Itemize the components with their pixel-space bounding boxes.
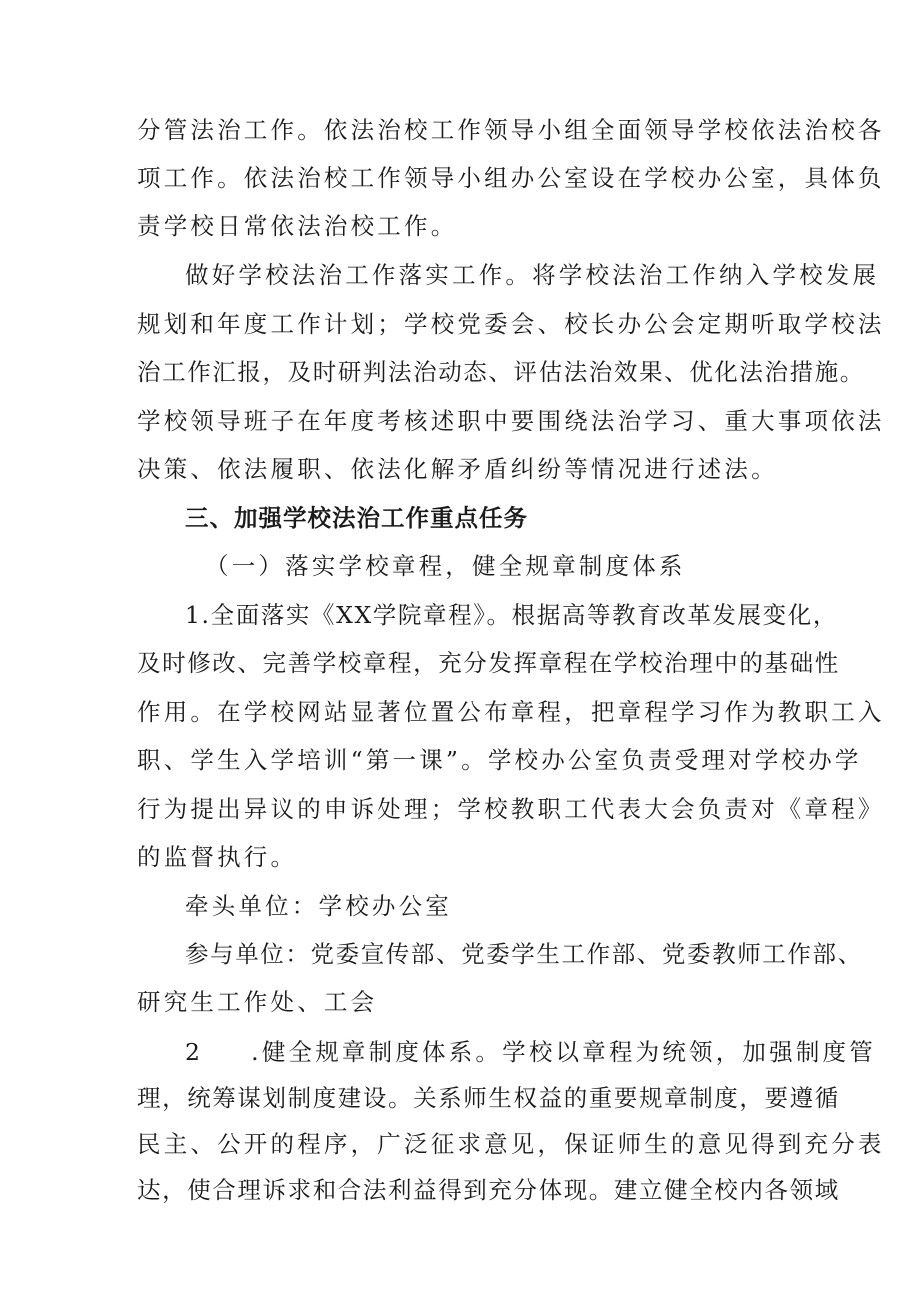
paragraph-line: 责学校日常依法治校工作。 — [137, 212, 458, 240]
paragraph-line: 行为提出异议的申诉处理；学校教职工代表大会负责对《章程》 — [137, 795, 885, 823]
paragraph-line: 职、学生入学培训“第一课”。学校办公室负责受理对学校办学 — [137, 746, 862, 774]
paragraph-line: 做好学校法治工作落实工作。将学校法治工作纳入学校发展 — [185, 261, 880, 289]
paragraph-line: 的监督执行。 — [137, 843, 298, 871]
item-number: 2 — [185, 1038, 204, 1066]
participating-units-line: 参与单位：党委宣传部、党委学生工作部、党委教师工作部、 — [185, 940, 863, 968]
lead-unit-line: 牵头单位：学校办公室 — [185, 892, 452, 920]
paragraph-line: 规划和年度工作计划；学校党委会、校长办公会定期听取学校法 — [137, 310, 885, 338]
paragraph-first-line — [185, 1037, 876, 1067]
paragraph-line: 治工作汇报，及时研判法治动态、评估法治效果、优化法治措施。 — [137, 358, 865, 386]
paragraph-line: 1.全面落实《XX学院章程》。根据高等教育改革发展变化， — [185, 601, 838, 629]
item-text: .健全规章制度体系。学校以章程为统领，加强制度管 — [251, 1038, 876, 1066]
paragraph-line: 及时修改、完善学校章程，充分发挥章程在学校治理中的基础性 — [137, 649, 840, 677]
section-heading: 三、加强学校法治工作重点任务 — [185, 504, 528, 532]
paragraph-line: 理，统筹谋划制度建设。关系师生权益的重要规章制度，要遵循 — [137, 1084, 840, 1112]
paragraph-line: 作用。在学校网站显著位置公布章程，把章程学习作为教职工入 — [137, 698, 885, 726]
paragraph-line: 分管法治工作。依法治校工作领导小组全面领导学校依法治校各 — [137, 116, 885, 144]
paragraph-line: 决策、依法履职、依法化解矛盾纠纷等情况进行述法。 — [137, 455, 778, 483]
paragraph-line: 项工作。依法治校工作领导小组办公室设在学校办公室，具体负 — [137, 164, 885, 192]
paragraph-line: 达，使合理诉求和合法利益得到充分体现。建立健全校内各领域 — [137, 1176, 840, 1204]
paragraph-line: 学校领导班子在年度考核述职中要围绕法治学习、重大事项依法 — [137, 407, 885, 435]
paragraph-line: 研究生工作处、工会 — [137, 988, 378, 1016]
paragraph-line: 民主、公开的程序，广泛征求意见，保证师生的意见得到充分表 — [137, 1130, 885, 1158]
subsection-heading: （一）落实学校章程，健全规章制度体系 — [205, 552, 686, 580]
